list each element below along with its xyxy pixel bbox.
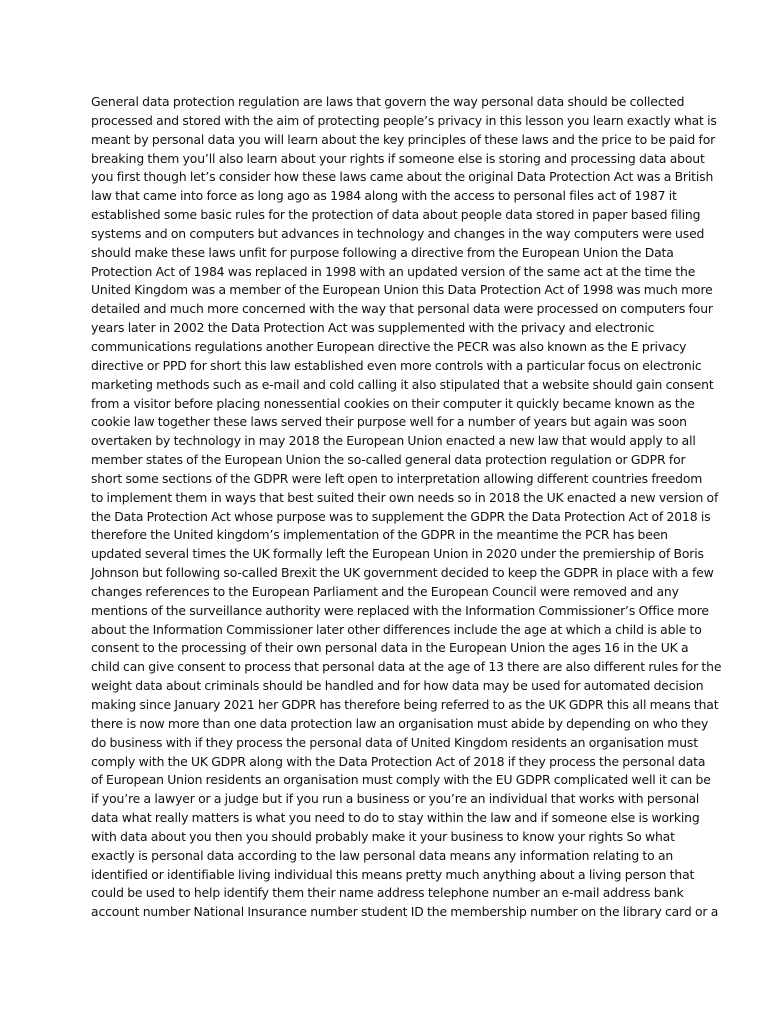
text-line: identified or identifiable living individual this means pretty much anything about a living person that (91, 866, 695, 882)
text-line: communications regulations another European directive the PECR was also known as the E privacy (91, 338, 687, 354)
text-line: detailed and much more concerned with the way that personal data were processed on computers four (91, 301, 713, 317)
text-line: the Data Protection Act whose purpose was to supplement the GDPR the Data Protection Act of 2018 is (91, 508, 711, 524)
text-line: making since January 2021 her GDPR has therefore being referred to as the UK GDPR this all means that (91, 697, 719, 712)
text-line: cookie law together these laws served their purpose well for a number of years but again was soon (91, 414, 687, 430)
text-line: from a visitor before placing nonessential cookies on their computer it quickly became known as the (91, 395, 695, 411)
text-line: United Kingdom was a member of the European Union this Data Protection Act of 1998 was much more (91, 282, 713, 298)
text-line: consent to the processing of their own personal data in the European Union the ages 16 in the UK a (91, 640, 689, 656)
text-line: meant by personal data you will learn about the key principles of these laws and the price to be paid for (91, 131, 716, 147)
text-line: established some basic rules for the protection of data about people data stored in paper based filing (91, 207, 701, 223)
text-line: there is now more than one data protection law an organisation must abide by depending on who they (91, 715, 709, 731)
text-line: short some sections of the GDPR were left open to interpretation allowing different countries freedom (91, 470, 703, 486)
text-line: data what really matters is what you need to do to stay within the law and if someone else is working (91, 810, 700, 826)
text-line: marketing methods such as e-mail and cold calling it also stipulated that a website should gain consent (91, 376, 714, 392)
text-line: about the Information Commissioner later other differences include the age at which a child is able to (91, 621, 702, 637)
text-line: exactly is personal data according to the law personal data means any information relating to an (91, 847, 674, 863)
text-line: should make these laws unfit for purpose following a directive from the European Union the Data (91, 244, 674, 260)
text-line: with data about you then you should probably make it your business to know your rights So what (91, 828, 675, 844)
text-line: mentions of the surveillance authority were replaced with the Information Commissioner’s Office more (91, 602, 709, 618)
text-line: overtaken by technology in may 2018 the European Union enacted a new law that would apply to all (91, 433, 696, 449)
body-text (91, 93, 722, 922)
text-line: member states of the European Union the so-called general data protection regulation or GDPR for (91, 452, 686, 468)
text-line: law that came into force as long ago as 1984 along with the access to personal files act of 1987 it (91, 188, 677, 204)
text-line: of European Union residents an organisation must comply with the EU GDPR complicated well it can be (91, 772, 711, 788)
text-line: General data protection regulation are laws that govern the way personal data should be collected (91, 94, 685, 109)
text-line: account number National Insurance number student ID the membership number on the library card or a (91, 904, 719, 920)
text-line: weight data about criminals should be handled and for how data may be used for automated decision (91, 678, 704, 694)
text-line: changes references to the European Parliament and the European Council were removed and any (91, 583, 679, 599)
text-line: to implement them in ways that best suited their own needs so in 2018 the UK enacted a new version of (91, 489, 719, 505)
text-line: Protection Act of 1984 was replaced in 1998 with an updated version of the same act at the time the (91, 263, 696, 279)
text-line: updated several times the UK formally left the European Union in 2020 under the premiership of Boris (91, 546, 704, 562)
text-line: if you’re a lawyer or a judge but if you run a business or you’re an individual that works with personal (91, 791, 700, 807)
text-line: Johnson but following so-called Brexit the UK government decided to keep the GDPR in place with a few (91, 565, 714, 581)
text-line: processed and stored with the aim of protecting people’s privacy in this lesson you learn exactly what is (91, 112, 717, 128)
text-line: comply with the UK GDPR along with the Data Protection Act of 2018 if they process the personal data (91, 753, 706, 769)
text-line: directive or PPD for short this law established even more controls with a particular focus on electronic (91, 357, 702, 373)
text-line: systems and on computers but advances in technology and changes in the way computers were used (91, 225, 705, 241)
text-line: could be used to help identify them their name address telephone number an e-mail address bank (91, 885, 684, 901)
text-line: do business with if they process the personal data of United Kingdom residents an organisation must (91, 734, 698, 750)
text-line: you first though let’s consider how these laws came about the original Data Protection Act was a British (91, 169, 714, 185)
text-line: child can give consent to process that personal data at the age of 13 there are also different rules for the (91, 659, 722, 675)
text-line: therefore the United kingdom’s implementation of the GDPR in the meantime the PCR has been (91, 527, 668, 543)
text-line: breaking them you’ll also learn about your rights if someone else is storing and processing data about (91, 150, 705, 166)
text-line: years later in 2002 the Data Protection Act was supplemented with the privacy and electronic (91, 320, 655, 336)
